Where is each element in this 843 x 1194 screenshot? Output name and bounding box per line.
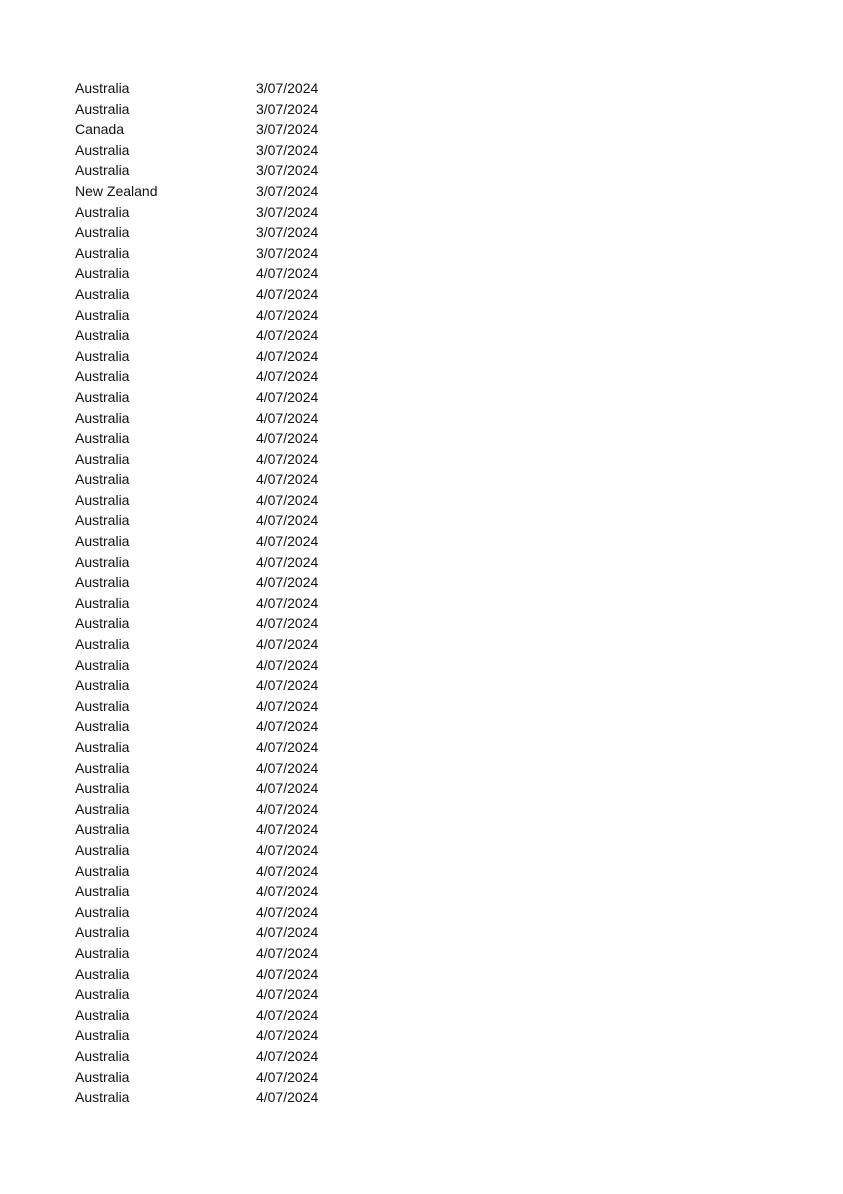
table-row — [75, 305, 495, 326]
country-cell: Australia — [75, 759, 130, 776]
date-cell: 4/07/2024 — [256, 512, 319, 529]
country-cell: Canada — [75, 121, 125, 138]
country-cell: Australia — [75, 739, 130, 755]
country-cell: Australia — [75, 1027, 130, 1044]
date-cell: 4/07/2024 — [256, 574, 319, 591]
table-row — [75, 1025, 495, 1046]
country-cell: Australia — [75, 821, 130, 838]
table-row — [75, 861, 495, 882]
date-cell: 3/07/2024 — [256, 162, 319, 179]
table-row — [75, 572, 495, 593]
table-row — [75, 696, 495, 717]
table-row — [75, 964, 495, 985]
country-cell: Australia — [75, 1047, 130, 1064]
country-cell: Australia — [75, 594, 130, 611]
country-cell: Australia — [75, 677, 130, 694]
country-cell: Australia — [75, 1006, 130, 1023]
date-cell: 4/07/2024 — [256, 347, 319, 364]
date-cell: 4/07/2024 — [256, 944, 319, 961]
table-row — [75, 408, 495, 429]
table-row — [75, 469, 495, 490]
country-cell: Australia — [75, 450, 130, 467]
country-cell: Australia — [75, 285, 130, 302]
table-row — [75, 428, 495, 449]
table-row — [75, 758, 495, 779]
table-row — [75, 160, 495, 181]
country-cell: Australia — [75, 636, 130, 653]
date-cell: 4/07/2024 — [256, 409, 319, 426]
date-cell: 3/07/2024 — [256, 141, 319, 158]
date-cell: 4/07/2024 — [256, 594, 319, 611]
country-cell: Australia — [75, 388, 130, 405]
country-cell: Australia — [75, 471, 130, 488]
table-row — [75, 263, 495, 284]
country-cell: Australia — [75, 965, 130, 982]
table-row — [75, 490, 495, 511]
country-cell: Australia — [75, 841, 130, 858]
table-row — [75, 222, 495, 243]
date-cell: 4/07/2024 — [256, 491, 319, 508]
date-cell: 4/07/2024 — [256, 965, 319, 982]
table-row — [75, 737, 495, 758]
table-row — [75, 78, 495, 99]
table-row — [75, 881, 495, 902]
date-cell: 4/07/2024 — [256, 800, 319, 817]
date-cell: 4/07/2024 — [256, 1027, 319, 1044]
table-row — [75, 243, 495, 264]
date-cell: 3/07/2024 — [256, 100, 319, 117]
country-cell: Australia — [75, 327, 130, 344]
table-row — [75, 119, 495, 140]
date-cell: 4/07/2024 — [256, 368, 319, 385]
country-cell: Australia — [75, 512, 130, 529]
date-cell: 4/07/2024 — [256, 471, 319, 488]
table-row — [75, 552, 495, 573]
country-cell: Australia — [75, 265, 130, 282]
table-row — [75, 613, 495, 634]
table-row — [75, 325, 495, 346]
table-row — [75, 902, 495, 923]
table-row — [75, 778, 495, 799]
date-cell: 4/07/2024 — [256, 656, 319, 673]
country-cell: Australia — [75, 780, 130, 797]
country-cell: Australia — [75, 80, 130, 96]
table-row — [75, 449, 495, 470]
table-row — [75, 819, 495, 840]
table-row — [75, 593, 495, 614]
date-cell: 4/07/2024 — [256, 903, 319, 920]
table-row — [75, 346, 495, 367]
date-cell: 4/07/2024 — [256, 697, 319, 714]
table-row — [75, 181, 495, 202]
country-cell: Australia — [75, 162, 130, 179]
date-cell: 3/07/2024 — [256, 80, 319, 96]
country-cell: Australia — [75, 883, 130, 900]
date-cell: 4/07/2024 — [256, 450, 319, 467]
date-cell: 4/07/2024 — [256, 862, 319, 879]
date-cell: 3/07/2024 — [256, 203, 319, 220]
date-cell: 4/07/2024 — [256, 636, 319, 653]
table-row — [75, 284, 495, 305]
country-cell: Australia — [75, 347, 130, 364]
date-cell: 4/07/2024 — [256, 533, 319, 550]
date-cell: 3/07/2024 — [256, 224, 319, 241]
country-cell: Australia — [75, 1089, 130, 1106]
table-row — [75, 387, 495, 408]
table-row — [75, 799, 495, 820]
date-cell: 3/07/2024 — [256, 182, 319, 199]
country-cell: New Zealand — [75, 182, 158, 199]
date-cell: 4/07/2024 — [256, 1006, 319, 1023]
table-row — [75, 655, 495, 676]
table-row — [75, 922, 495, 943]
table-row — [75, 202, 495, 223]
country-cell: Australia — [75, 986, 130, 1003]
country-cell: Australia — [75, 718, 130, 735]
country-cell: Australia — [75, 697, 130, 714]
table-row — [75, 140, 495, 161]
date-cell: 4/07/2024 — [256, 430, 319, 447]
date-cell: 4/07/2024 — [256, 821, 319, 838]
date-cell: 4/07/2024 — [256, 1089, 319, 1106]
date-cell: 4/07/2024 — [256, 677, 319, 694]
date-cell: 4/07/2024 — [256, 615, 319, 632]
table-row — [75, 943, 495, 964]
country-cell: Australia — [75, 430, 130, 447]
country-cell: Australia — [75, 656, 130, 673]
date-cell: 4/07/2024 — [256, 924, 319, 941]
table-row — [75, 634, 495, 655]
date-cell: 4/07/2024 — [256, 285, 319, 302]
table-row — [75, 510, 495, 531]
table-row — [75, 675, 495, 696]
table-row — [75, 840, 495, 861]
country-cell: Australia — [75, 368, 130, 385]
date-cell: 4/07/2024 — [256, 739, 319, 755]
date-cell: 3/07/2024 — [256, 244, 319, 261]
date-cell: 4/07/2024 — [256, 780, 319, 797]
country-cell: Australia — [75, 491, 130, 508]
table-row — [75, 531, 495, 552]
date-cell: 4/07/2024 — [256, 986, 319, 1003]
country-cell: Australia — [75, 203, 130, 220]
country-cell: Australia — [75, 553, 130, 570]
table-row — [75, 716, 495, 737]
table-row — [75, 1087, 495, 1108]
country-cell: Australia — [75, 924, 130, 941]
date-cell: 4/07/2024 — [256, 327, 319, 344]
date-cell: 4/07/2024 — [256, 718, 319, 735]
country-cell: Australia — [75, 574, 130, 591]
date-cell: 4/07/2024 — [256, 388, 319, 405]
data-table — [75, 78, 495, 1108]
country-cell: Australia — [75, 100, 130, 117]
country-cell: Australia — [75, 409, 130, 426]
country-cell: Australia — [75, 903, 130, 920]
table-row — [75, 99, 495, 120]
date-cell: 4/07/2024 — [256, 306, 319, 323]
date-cell: 4/07/2024 — [256, 841, 319, 858]
country-cell: Australia — [75, 224, 130, 241]
country-cell: Australia — [75, 244, 130, 261]
date-cell: 3/07/2024 — [256, 121, 319, 138]
country-cell: Australia — [75, 306, 130, 323]
table-row — [75, 984, 495, 1005]
date-cell: 4/07/2024 — [256, 265, 319, 282]
country-cell: Australia — [75, 615, 130, 632]
country-cell: Australia — [75, 533, 130, 550]
table-row — [75, 366, 495, 387]
table-row — [75, 1067, 495, 1088]
table-row — [75, 1005, 495, 1026]
date-cell: 4/07/2024 — [256, 1068, 319, 1085]
country-cell: Australia — [75, 800, 130, 817]
date-cell: 4/07/2024 — [256, 553, 319, 570]
date-cell: 4/07/2024 — [256, 759, 319, 776]
date-cell: 4/07/2024 — [256, 1047, 319, 1064]
table-row — [75, 1046, 495, 1067]
country-cell: Australia — [75, 862, 130, 879]
country-cell: Australia — [75, 944, 130, 961]
country-cell: Australia — [75, 1068, 130, 1085]
date-cell: 4/07/2024 — [256, 883, 319, 900]
country-cell: Australia — [75, 141, 130, 158]
